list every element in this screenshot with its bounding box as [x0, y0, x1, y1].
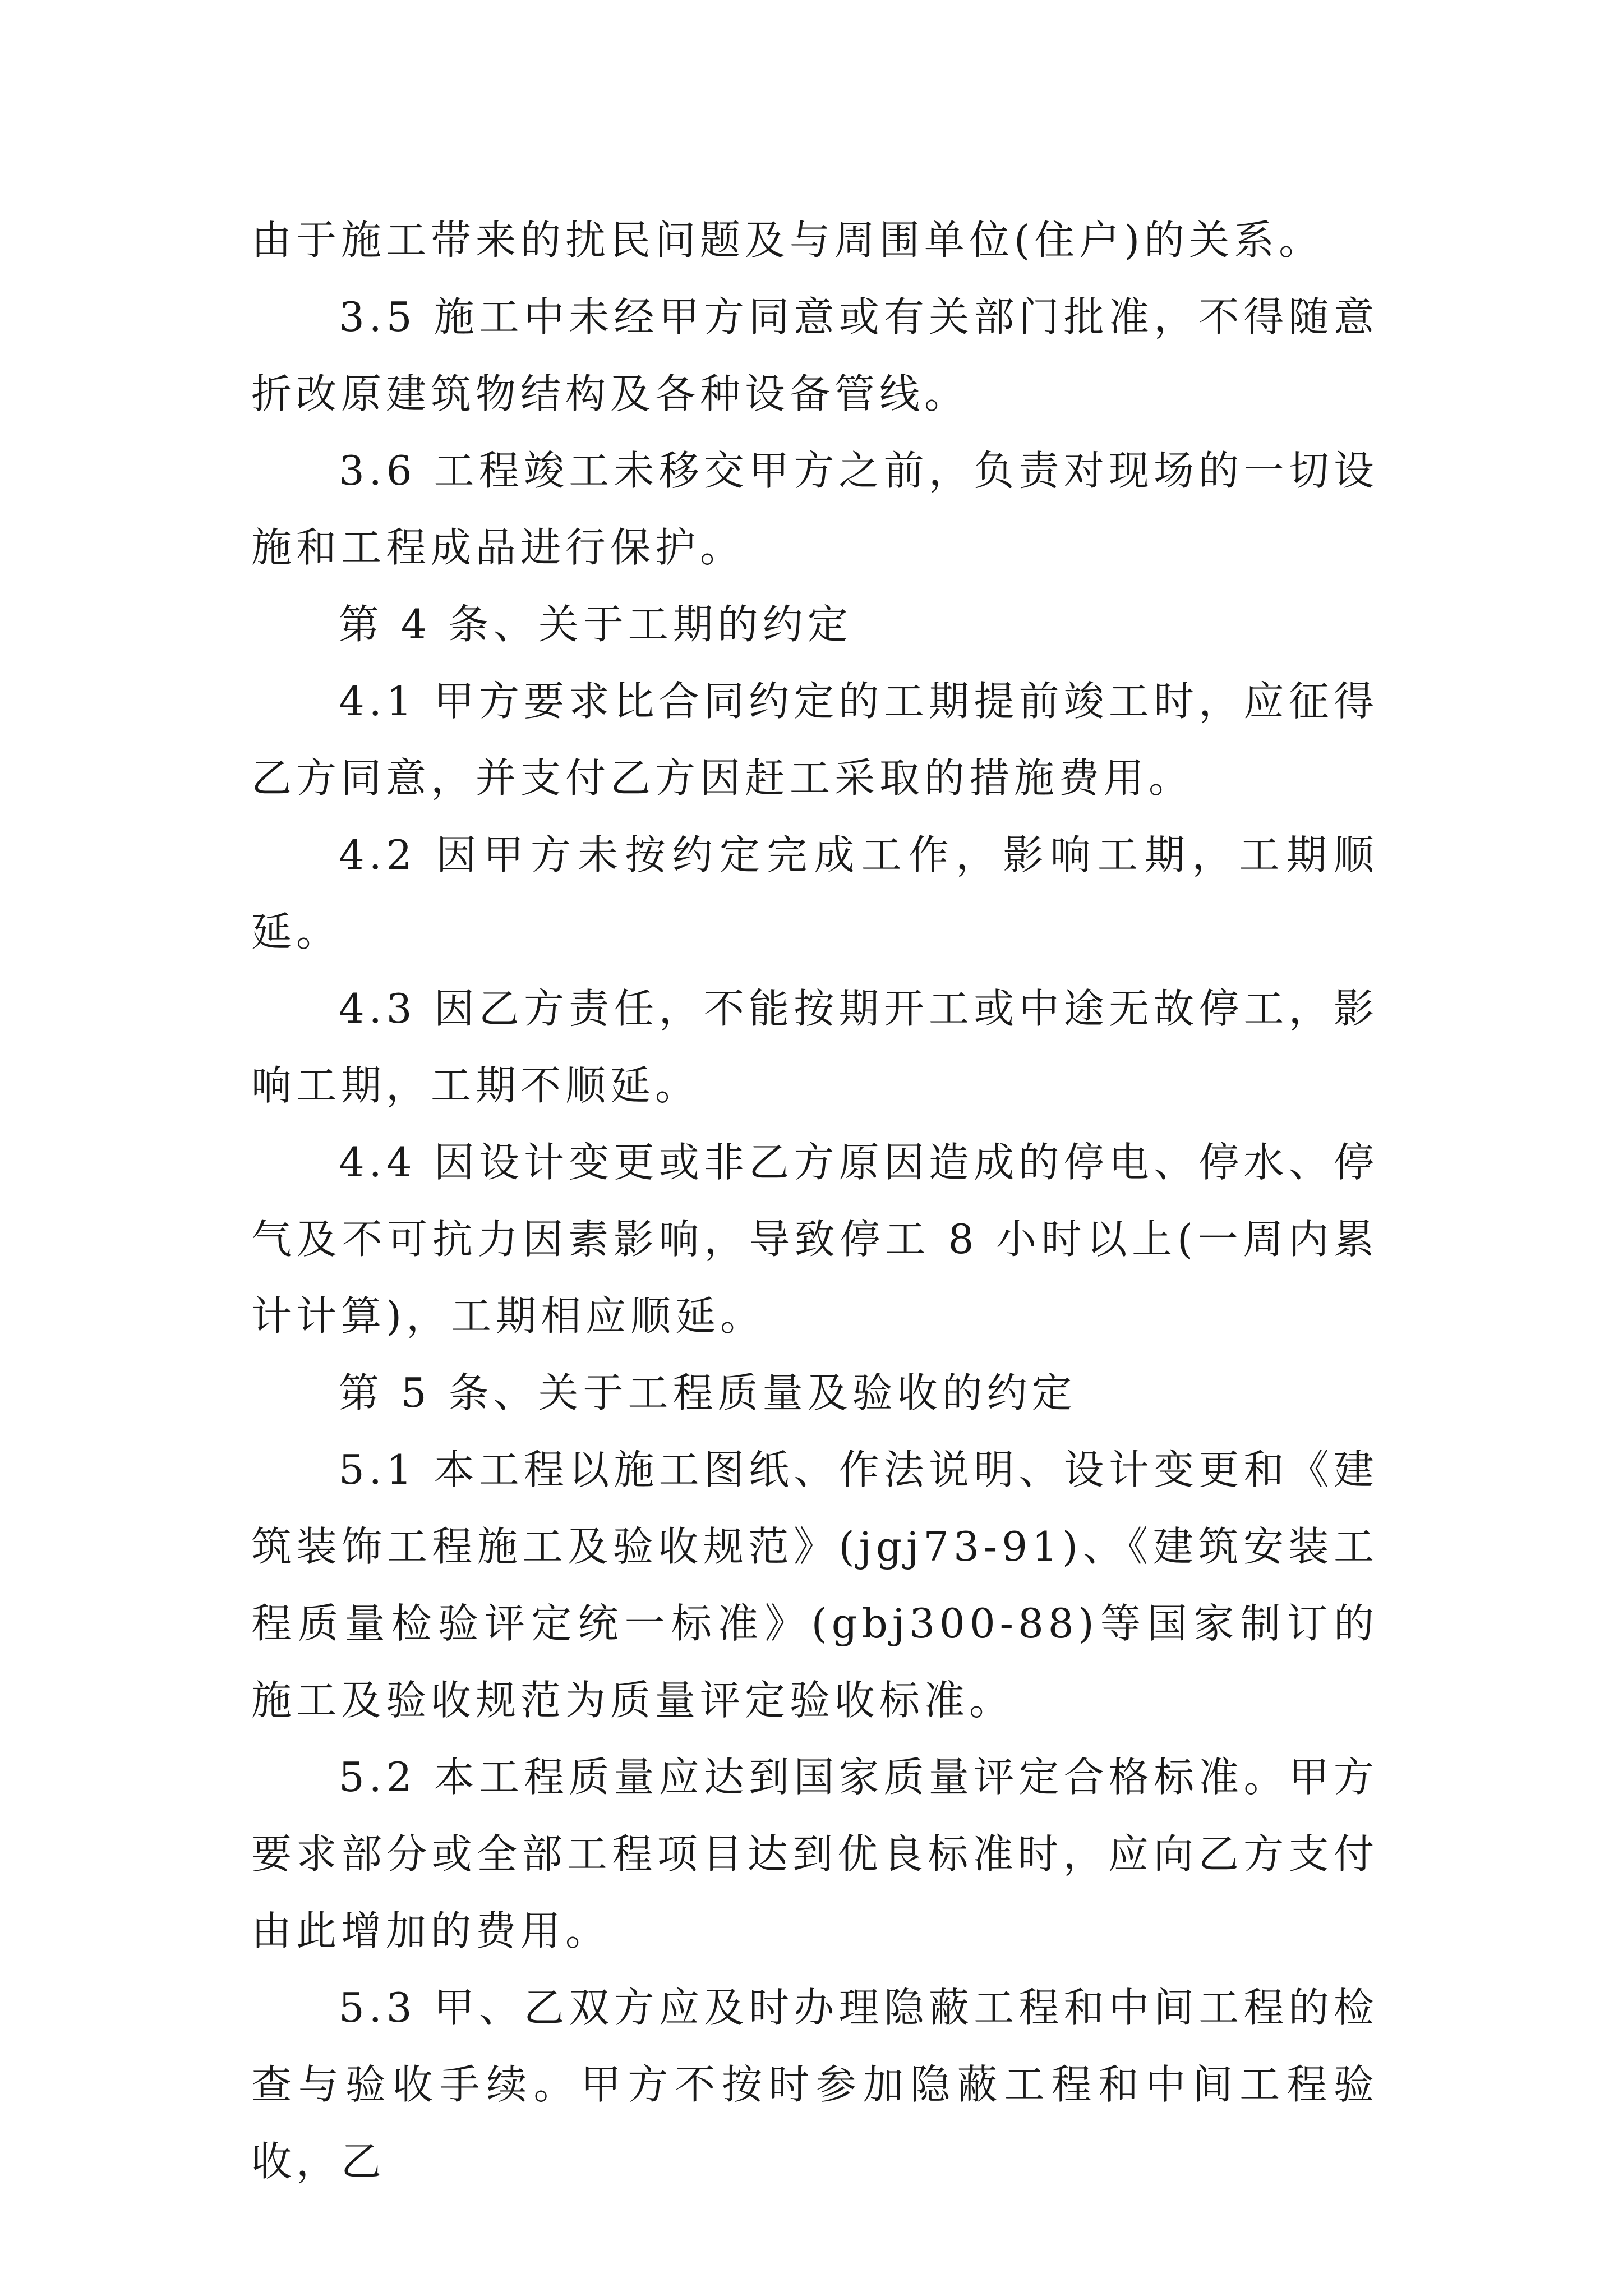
clause-4-2: 4.2 因甲方未按约定完成工作，影响工期，工期顺延。 [251, 831, 1378, 955]
article-4-heading: 第 4 条、关于工期的约定 [339, 601, 852, 648]
clause-5-2: 5.2 本工程质量应达到国家质量评定合格标准。甲方要求部分或全部工程项目达到优良标准时，应向乙方支付由此增加的费用。 [251, 1754, 1378, 1954]
article-5-heading: 第 5 条、关于工程质量及验收的约定 [339, 1369, 1077, 1416]
clause-3-6: 3.6 工程竣工未移交甲方之前，负责对现场的一切设施和工程成品进行保护。 [251, 447, 1378, 571]
clause-5-3: 5.3 甲、乙双方应及时办理隐蔽工程和中间工程的检查与验收手续。甲方不按时参加隐蔽工程和中间工程验收，乙 [251, 1984, 1378, 2185]
clause-5-1: 5.1 本工程以施工图纸、作法说明、设计变更和《建筑装饰工程施工及验收规范》(jgj73-91)、《建筑安装工程质量检验评定统一标准》(gbj300-88)等国家制订的施工及验收规范为质量评定验收标准。 [251, 1446, 1378, 1724]
clause-4-1: 4.1 甲方要求比合同约定的工期提前竣工时，应征得乙方同意，并支付乙方因赶工采取的措施费用。 [251, 678, 1378, 802]
clause-3-5: 3.5 施工中未经甲方同意或有关部门批准，不得随意折改原建筑物结构及各种设备管线。 [251, 293, 1378, 417]
clause-4-3: 4.3 因乙方责任，不能按期开工或中途无故停工，影响工期，工期不顺延。 [251, 985, 1378, 1109]
document-body [251, 202, 1378, 2200]
paragraph-continuation: 由于施工带来的扰民问题及与周围单位(住户)的关系。 [251, 217, 1324, 264]
clause-4-4: 4.4 因设计变更或非乙方原因造成的停电、停水、停气及不可抗力因素影响，导致停工 8 小时以上(一周内累计计算)，工期相应顺延。 [251, 1139, 1378, 1340]
